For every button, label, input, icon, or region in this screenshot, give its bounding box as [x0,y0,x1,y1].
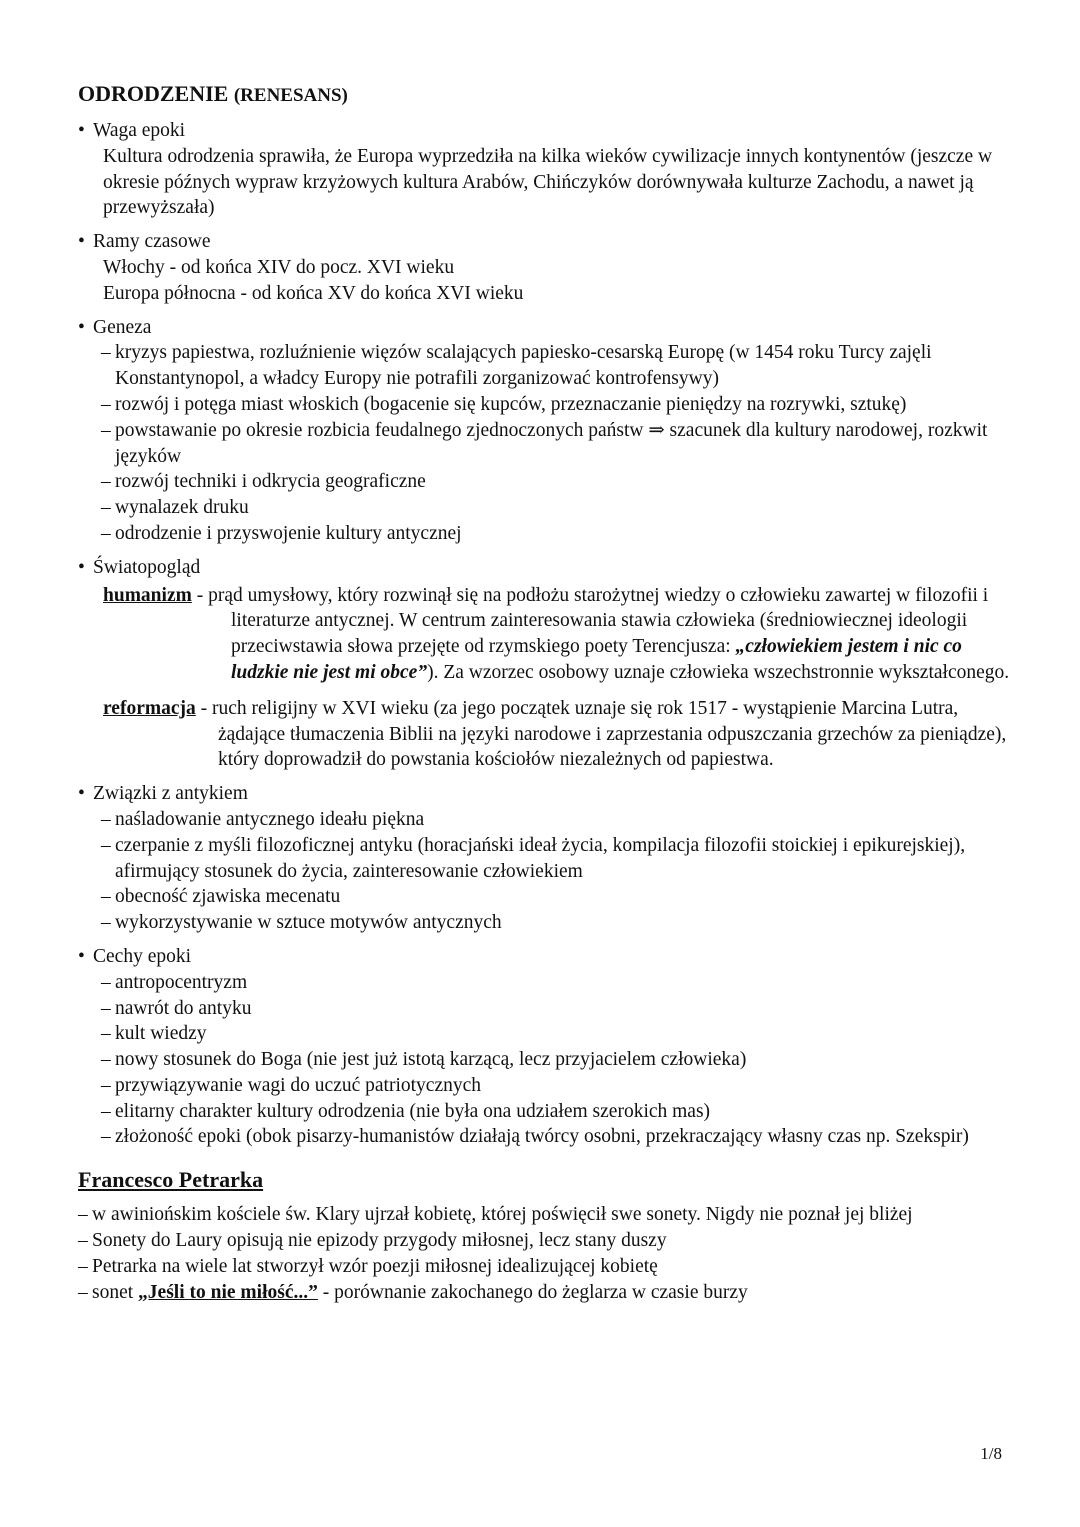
definition-text: ). Za wzorzec osobowy uznaje człowieka wszechstronnie wykształconego. [427,661,1010,683]
sonet-title: „Jeśli to nie miłość...” [138,1281,318,1303]
dash-list [78,970,1018,1151]
sonet-description: - porównanie zakochanego do żeglarza w czasie burzy [317,1281,748,1303]
definition-text: - ruch religijny w XVI wieku (za jego początek uznaje się rok 1517 - wystąpienie Marcina Lutra, żądające tłumaczenia Biblii na języki narodowe i zaprzestania odpuszczania grzechów za pieniądze), który doprowadził do powstania kościołów niezależnych od papiestwa. [195,697,1007,771]
list-item: – Petrarka na wiele lat stworzył wzór poezji miłosnej idealizującej kobietę [78,1254,1018,1280]
term-humanizm: humanizm [103,584,192,606]
list-item: – antropocentryzm [101,970,1018,996]
section-heading: Cechy epoki [93,945,192,967]
page-title [78,80,1018,110]
sonet-prefix: sonet [92,1281,139,1303]
dash-list [78,340,1018,546]
section-text: Kultura odrodzenia sprawiła, że Europa wyprzedziła na kilka wieków cywilizacje innych kontynentów (jeszcze w okresie późnych wypraw krzyżowych kultura Arabów, Chińczyków dorównywała kulturze Zachodu, a nawet ją przewyższała) [103,145,993,219]
bullet-icon: • [78,231,85,253]
dash-list [78,807,1018,936]
text-line: Włochy - od końca XIV do pocz. XVI wieku [103,256,455,278]
list-item: – nawrót do antyku [101,996,1018,1022]
section-zwiazki-z-antykiem [78,781,1018,936]
bullet-icon: • [78,120,85,141]
definition-reformacja [103,696,1018,773]
section-title-petrarka: Francesco Petrarka [78,1167,264,1193]
list-item: – czerpanie z myśli filozoficznej antyku (horacjański ideał życia, kompilacja filozofii stoickiej i epikurejskiej), afirmujący stosunek do życia, zainteresowanie człowiekiem [101,833,1018,885]
list-item: – odrodzenie i przyswojenie kultury antycznej [101,521,1018,547]
list-item: – w awiniońskim kościele św. Klary ujrzał kobietę, której poświęcił swe sonety. Nigdy nie poznał jej bliżej [78,1202,1018,1228]
title-paren: (RENESANS) [233,85,348,106]
section-heading: Waga epoki [93,120,186,141]
page-content [78,80,1018,1305]
list-item: – obecność zjawiska mecenatu [101,884,1018,910]
section-geneza [78,315,1018,547]
list-item: – przywiązywanie wagi do uczuć patriotycznych [101,1073,1018,1099]
bullet-icon: • [78,945,85,967]
section-waga-epoki [78,118,1018,221]
section-heading: Ramy czasowe [93,231,211,253]
section-heading: Geneza [93,316,152,338]
page-number: 1/8 [980,1444,1002,1463]
list-item: – kult wiedzy [101,1021,1018,1047]
list-item: – złożoność epoki (obok pisarzy-humanistów działają twórcy osobni, przekraczający własny czas np. Szekspir) [101,1124,1018,1150]
term-reformacja: reformacja [103,697,196,719]
section-heading: Związki z antykiem [93,783,248,805]
list-item: – wynalazek druku [101,495,1018,521]
petrarka-list [78,1202,1018,1305]
bullet-icon: • [78,316,85,338]
terencjusz-quote: „człowiekiem jestem i nic co ludzkie nie jest mi obce” [231,636,962,683]
list-item: – wykorzystywanie w sztuce motywów antycznych [101,910,1018,936]
text-line: Europa północna - od końca XV do końca XVI wieku [103,282,524,304]
bullet-icon: • [78,556,85,578]
list-item: – naśladowanie antycznego ideału piękna [101,807,1018,833]
list-item: – nowy stosunek do Boga (nie jest już istotą karzącą, lecz przyjacielem człowieka) [101,1047,1018,1073]
list-item-sonet [78,1280,1018,1306]
section-ramy-czasowe [78,229,1018,306]
list-item: – Sonety do Laury opisują nie epizody przygody miłosnej, lecz stany duszy [78,1228,1018,1254]
definition-humanizm [103,583,1018,686]
list-item: – rozwój i potęga miast włoskich (bogacenie się kupców, przeznaczanie pieniędzy na rozrywki, sztukę) [101,392,1018,418]
list-item: – rozwój techniki i odkrycia geograficzne [101,469,1018,495]
section-swiatopoglad [78,555,1018,773]
list-item: – elitarny charakter kultury odrodzenia (nie była ona udziałem szerokich mas) [101,1099,1018,1125]
definition-text: - prąd umysłowy, który rozwinął się na podłożu starożytnej wiedzy o człowieku zawartej w filozofii i literaturze antycznej. W centrum zainteresowania stawia człowieka (średniowiecznej ideologii przeciwstawia słowa przejęte od rzymskiego poety Terencjusza: [191,584,989,658]
list-item: – powstawanie po okresie rozbicia feudalnego zjednoczonych państw ⇒ szacunek dla kultury narodowej, rozkwit języków [101,418,1018,470]
bullet-icon: • [78,783,85,805]
title-main: ODRODZENIE [78,81,229,106]
list-item: – kryzys papiestwa, rozluźnienie więzów scalających papiesko-cesarską Europę (w 1454 roku Turcy zajęli Konstantynopol, a władcy Europy nie potrafili zorganizować kontrofensywy) [101,340,1018,392]
section-cechy-epoki [78,944,1018,1150]
section-heading: Światopogląd [93,556,201,578]
